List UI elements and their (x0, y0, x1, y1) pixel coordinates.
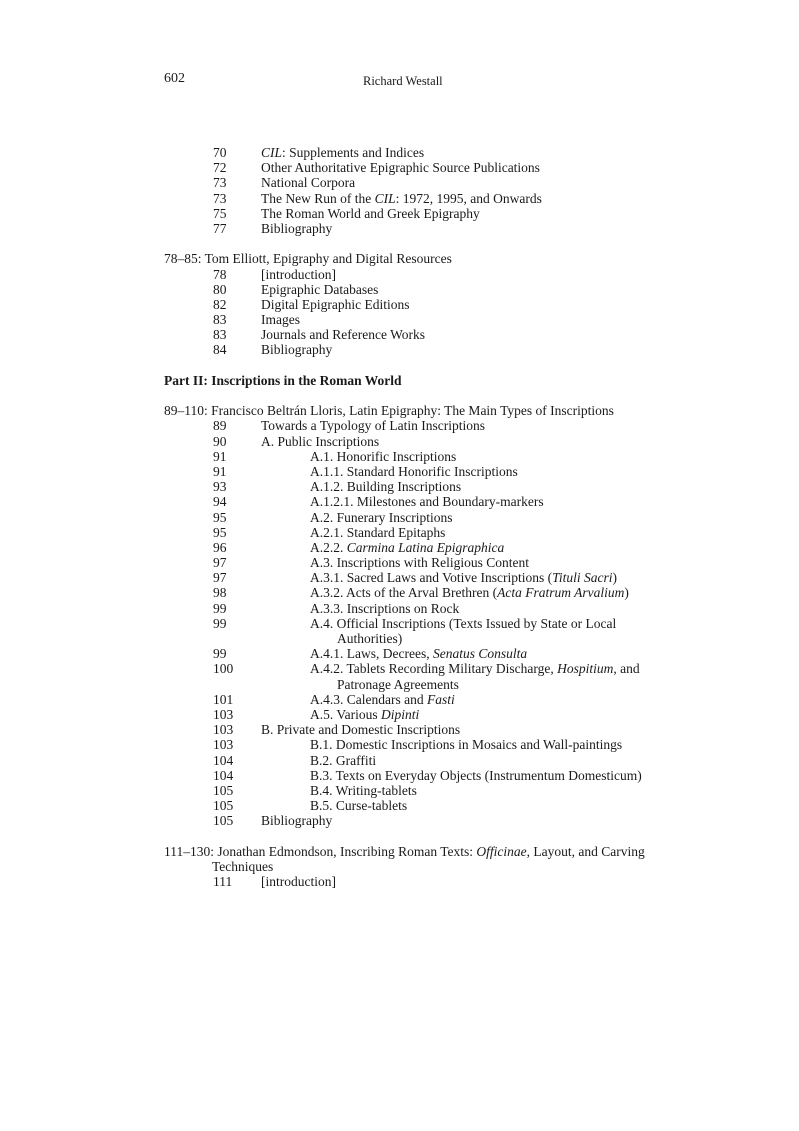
entry-page: 72 (213, 160, 227, 176)
entry-page: 96 (213, 539, 227, 555)
entry-title: Bibliography (261, 220, 333, 236)
entry-page: 95 (213, 509, 227, 525)
entry-page: 103 (213, 737, 234, 753)
toc-entry (164, 585, 664, 600)
entry-title: B.1. Domestic Inscriptions in Mosaics and Wall-paintings (310, 737, 623, 753)
chapter-heading-elliott: 78–85: Tom Elliott, Epigraphy and Digital Resources (164, 251, 452, 267)
part-heading: Part II: Inscriptions in the Roman World (164, 372, 402, 388)
toc-entry (164, 297, 664, 312)
entry-title: Journals and Reference Works (261, 327, 425, 343)
toc-entry (164, 753, 664, 768)
entry-title: Towards a Typology of Latin Inscriptions (261, 418, 485, 434)
toc-entry (164, 464, 664, 479)
entry-title: A.1. Honorific Inscriptions (310, 448, 457, 464)
toc-entry (164, 661, 664, 691)
entry-page: 103 (213, 707, 234, 722)
entry-page: 80 (213, 281, 227, 297)
entry-title: Bibliography (261, 813, 333, 829)
toc-content (164, 145, 664, 889)
entry-page: 105 (213, 782, 234, 798)
toc-entry (164, 555, 664, 570)
entry-title: A.4.2. Tablets Recording Military Discharge, Hospitium, and Patronage Agreements (310, 661, 640, 692)
entry-title: Digital Epigraphic Editions (261, 296, 410, 312)
entry-page: 84 (213, 342, 227, 358)
entry-title: A.4.1. Laws, Decrees, Senatus Consulta (310, 646, 528, 662)
toc-entry (164, 646, 664, 661)
entry-page: 99 (213, 646, 227, 662)
entry-title: A.5. Various Dipinti (310, 707, 420, 722)
entry-page: 90 (213, 433, 227, 449)
entry-title: A. Public Inscriptions (261, 433, 380, 449)
toc-entry (164, 160, 664, 175)
toc-entry (164, 525, 664, 540)
entry-title: A.2.1. Standard Epitaphs (310, 524, 446, 540)
toc-entry (164, 327, 664, 342)
entry-title: [introduction] (261, 874, 336, 890)
entry-page: 83 (213, 312, 227, 328)
entry-title: A.2.2. Carmina Latina Epigraphica (310, 539, 505, 555)
toc-entry (164, 510, 664, 525)
entry-title: A.4.3. Calendars and Fasti (310, 691, 455, 707)
entry-page: 78 (213, 266, 227, 282)
entry-page: 100 (213, 661, 234, 677)
entry-title: The New Run of the CIL: 1972, 1995, and Onwards (261, 190, 542, 206)
entry-page: 99 (213, 600, 227, 616)
toc-entry (164, 494, 664, 509)
toc-entry (164, 722, 664, 737)
entry-page: 73 (213, 190, 227, 206)
chapter-heading-beltran: 89–110: Francisco Beltrán Lloris, Latin Epigraphy: The Main Types of Inscriptions (164, 403, 614, 419)
toc-entry (164, 616, 664, 646)
entry-title: A.3. Inscriptions with Religious Content (310, 555, 529, 571)
toc-entry (164, 418, 664, 433)
entry-title: A.1.2.1. Milestones and Boundary-markers (310, 494, 544, 510)
toc-entry (164, 312, 664, 327)
entry-page: 89 (213, 418, 227, 434)
toc-entry (164, 601, 664, 616)
entry-page: 93 (213, 479, 227, 495)
toc-entry (164, 282, 664, 297)
entry-title: Images (261, 312, 300, 328)
entry-page: 73 (213, 175, 227, 191)
page-number: 602 (164, 71, 185, 86)
toc-entry (164, 191, 664, 206)
entry-page: 95 (213, 524, 227, 540)
entry-title: B.2. Graffiti (310, 752, 377, 768)
toc-entry (164, 707, 664, 722)
toc-entry (164, 221, 664, 236)
entry-page: 75 (213, 205, 227, 221)
entry-title: Epigraphic Databases (261, 281, 379, 297)
entry-title: Bibliography (261, 342, 333, 358)
toc-entry (164, 540, 664, 555)
toc-entry (164, 206, 664, 221)
toc-entry (164, 813, 664, 828)
entry-page: 101 (213, 691, 234, 707)
entry-title: A.3.2. Acts of the Arval Brethren (Acta Fratrum Arvalium) (310, 585, 629, 601)
chapter-heading-edmondson: 111–130: Jonathan Edmondson, Inscribing Roman Texts: Officinae, Layout, and Carving Techniques (164, 843, 645, 874)
entry-title: B. Private and Domestic Inscriptions (261, 722, 461, 738)
entry-page: 111 (213, 874, 233, 890)
entry-page: 104 (213, 752, 234, 768)
entry-title: [introduction] (261, 266, 336, 282)
entry-page: 97 (213, 555, 227, 571)
toc-entry (164, 768, 664, 783)
entry-page: 94 (213, 494, 227, 510)
entry-page: 83 (213, 327, 227, 343)
entry-title: CIL: Supplements and Indices (261, 145, 425, 160)
entry-title: A.1.2. Building Inscriptions (310, 479, 462, 495)
entry-title: B.3. Texts on Everyday Objects (Instrumentum Domesticum) (310, 767, 642, 783)
entry-page: 105 (213, 798, 234, 814)
entry-title: B.4. Writing-tablets (310, 782, 417, 798)
toc-entry (164, 342, 664, 357)
entry-title: B.5. Curse-tablets (310, 798, 408, 814)
entry-page: 91 (213, 463, 227, 479)
toc-entry (164, 449, 664, 464)
entry-title: A.2. Funerary Inscriptions (310, 509, 453, 525)
toc-entry (164, 175, 664, 190)
entry-page: 105 (213, 813, 234, 829)
entry-page: 70 (213, 145, 227, 160)
entry-page: 97 (213, 570, 227, 586)
entry-title: A.1.1. Standard Honorific Inscriptions (310, 463, 518, 479)
running-head: Richard Westall (363, 74, 443, 88)
toc-entry (164, 434, 664, 449)
toc-entry (164, 570, 664, 585)
entry-title: A.3.3. Inscriptions on Rock (310, 600, 460, 616)
entry-page: 91 (213, 448, 227, 464)
toc-entry (164, 874, 664, 889)
entry-page: 99 (213, 615, 227, 631)
entry-title: Other Authoritative Epigraphic Source Publications (261, 160, 540, 176)
toc-entry (164, 798, 664, 813)
entry-page: 77 (213, 220, 227, 236)
toc-entry (164, 737, 664, 752)
entry-page: 82 (213, 296, 227, 312)
entry-title: A.3.1. Sacred Laws and Votive Inscriptions (Tituli Sacri) (310, 570, 617, 586)
entry-title: The Roman World and Greek Epigraphy (261, 205, 480, 221)
toc-entry (164, 145, 664, 160)
entry-title: A.4. Official Inscriptions (Texts Issued by State or Local Authorities) (310, 615, 617, 647)
entry-page: 98 (213, 585, 227, 601)
entry-title: National Corpora (261, 175, 356, 191)
entry-page: 103 (213, 722, 234, 738)
toc-entry (164, 267, 664, 282)
entry-page: 104 (213, 767, 234, 783)
toc-entry (164, 692, 664, 707)
toc-entry (164, 783, 664, 798)
toc-entry (164, 479, 664, 494)
